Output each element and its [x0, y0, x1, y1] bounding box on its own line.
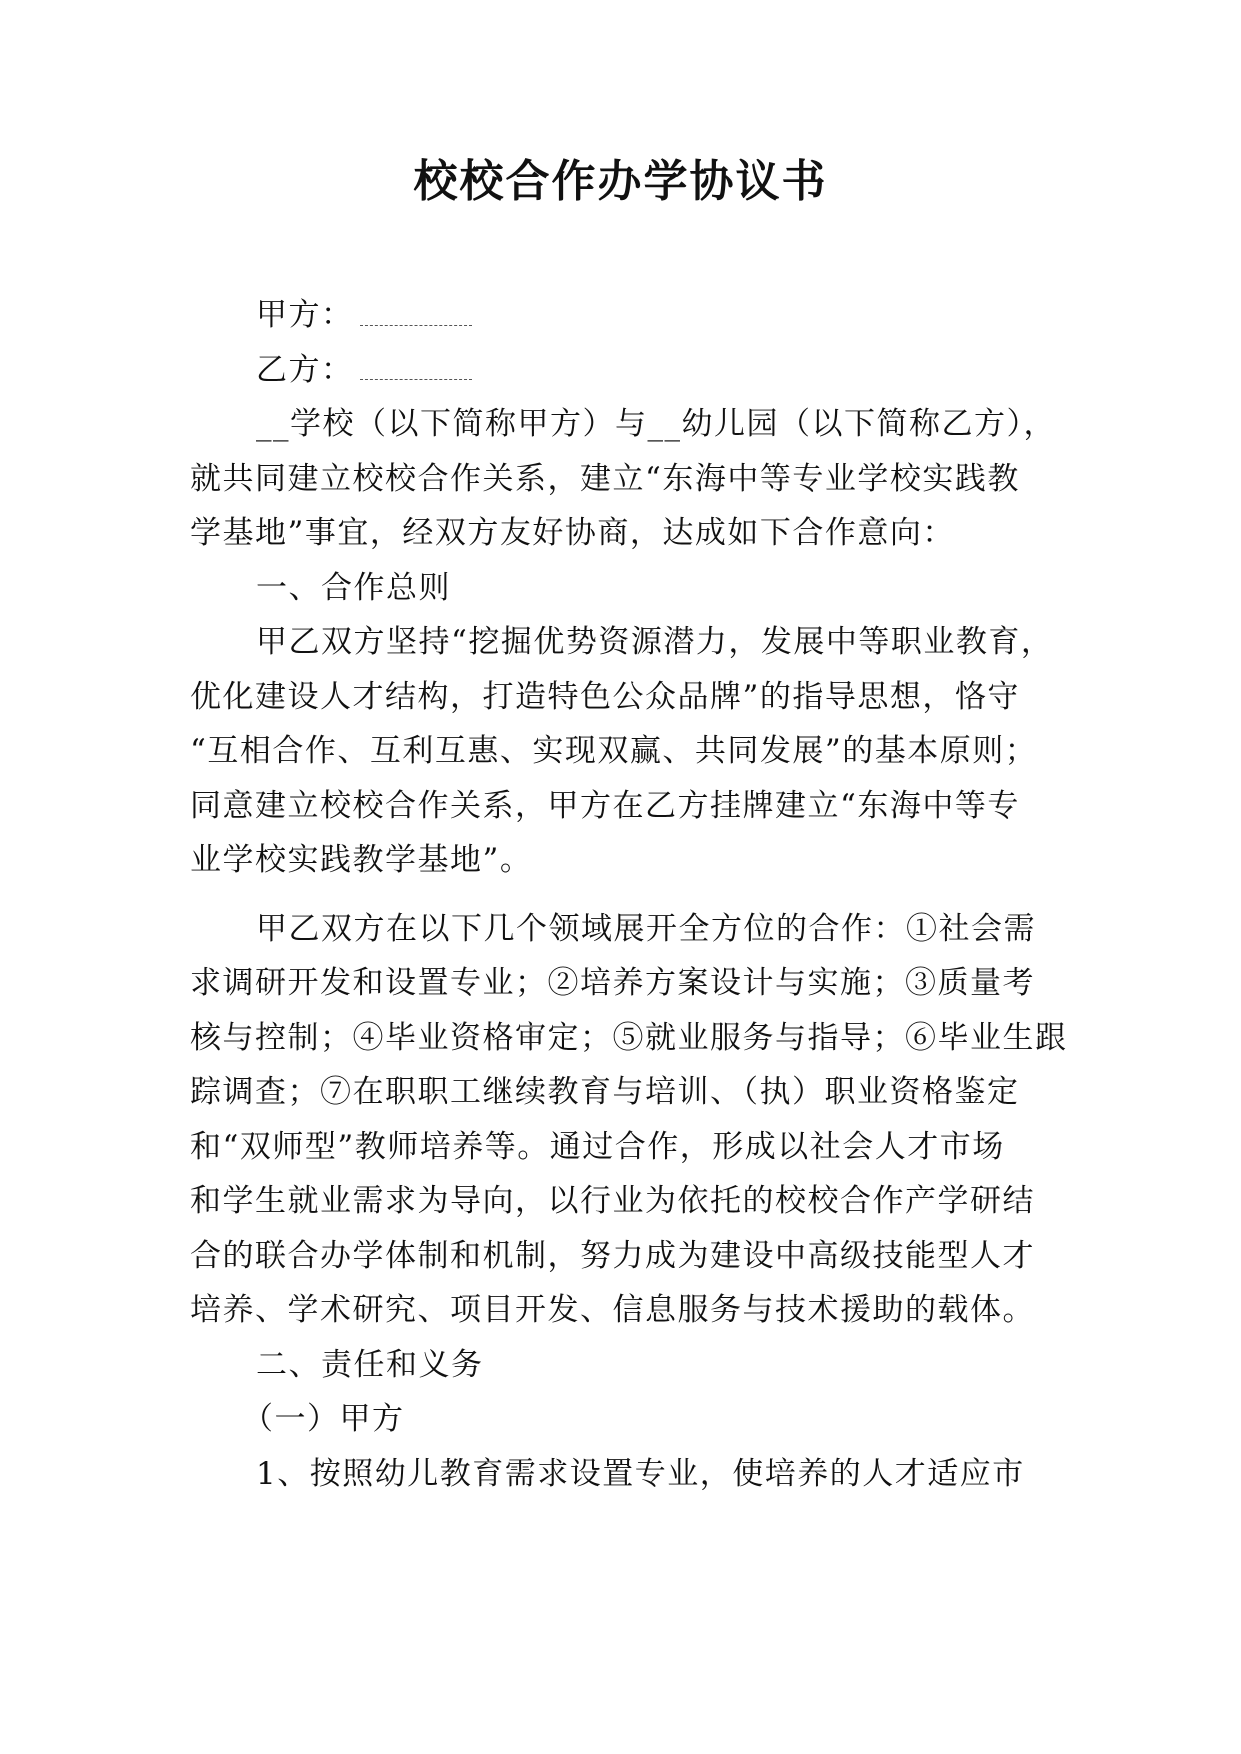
para1-line: 甲乙双方坚持“挖掘优势资源潜力，发展中等职业教育， [256, 624, 1054, 660]
para1-line: “互相合作、互利互惠、实现双赢、共同发展”的基本原则； [190, 733, 1038, 769]
party-a-line [190, 288, 1050, 343]
para2-line: 和学生就业需求为导向，以行业为依托的校校合作产学研结 [190, 1183, 1035, 1219]
party-b-label: 乙方： [256, 351, 354, 388]
party-a-label: 甲方： [256, 297, 354, 333]
section1-heading: 一、合作总则 [256, 569, 451, 606]
intro-line: 学基地”事宜，经双方友好协商，达成如下合作意向： [190, 515, 955, 551]
para2-line: 和“双师型”教师培养等。通过合作，形成以社会人才市场 [190, 1128, 1005, 1165]
para1-line: 优化建设人才结构，打造特色公众品牌”的指导思想，恪守 [190, 678, 1020, 715]
para1-line: 业学校实践教学基地”。 [190, 842, 533, 878]
para2-line: 踪调查；⑦在职职工继续教育与培训、（执）职业资格鉴定 [190, 1074, 1020, 1110]
section2-heading: 二、责任和义务 [256, 1346, 484, 1383]
item1-line: 1、按照幼儿教育需求设置专业，使培养的人才适应市 [256, 1455, 1025, 1492]
para2-line: 培养、学术研究、项目开发、信息服务与技术援助的载体。 [190, 1292, 1035, 1328]
document-body [190, 288, 1068, 1501]
intro-line: 就共同建立校校合作关系，建立“东海中等专业学校实践教 [190, 460, 1020, 497]
para1-line: 同意建立校校合作关系，甲方在乙方挂牌建立“东海中等专 [190, 787, 1020, 824]
para2-line: 求调研开发和设置专业；②培养方案设计与实施；③质量考 [190, 965, 1035, 1001]
paragraph-gap [190, 888, 1050, 902]
party-a-blank [360, 324, 472, 326]
intro-line: __学校（以下简称甲方）与__幼儿园（以下简称乙方）， [256, 406, 1056, 442]
para2-line: 核与控制；④毕业资格审定；⑤就业服务与指导；⑥毕业生跟 [190, 1019, 1068, 1056]
subsection-a-heading: （一）甲方 [242, 1401, 405, 1437]
party-b-line [190, 343, 1050, 398]
para2-line: 甲乙双方在以下几个领域展开全方位的合作：①社会需 [256, 910, 1036, 947]
party-b-blank [360, 378, 472, 380]
para2-line: 合的联合办学体制和机制，努力成为建设中高级技能型人才 [190, 1237, 1035, 1274]
document-title: 校校合作办学协议书 [413, 156, 828, 207]
